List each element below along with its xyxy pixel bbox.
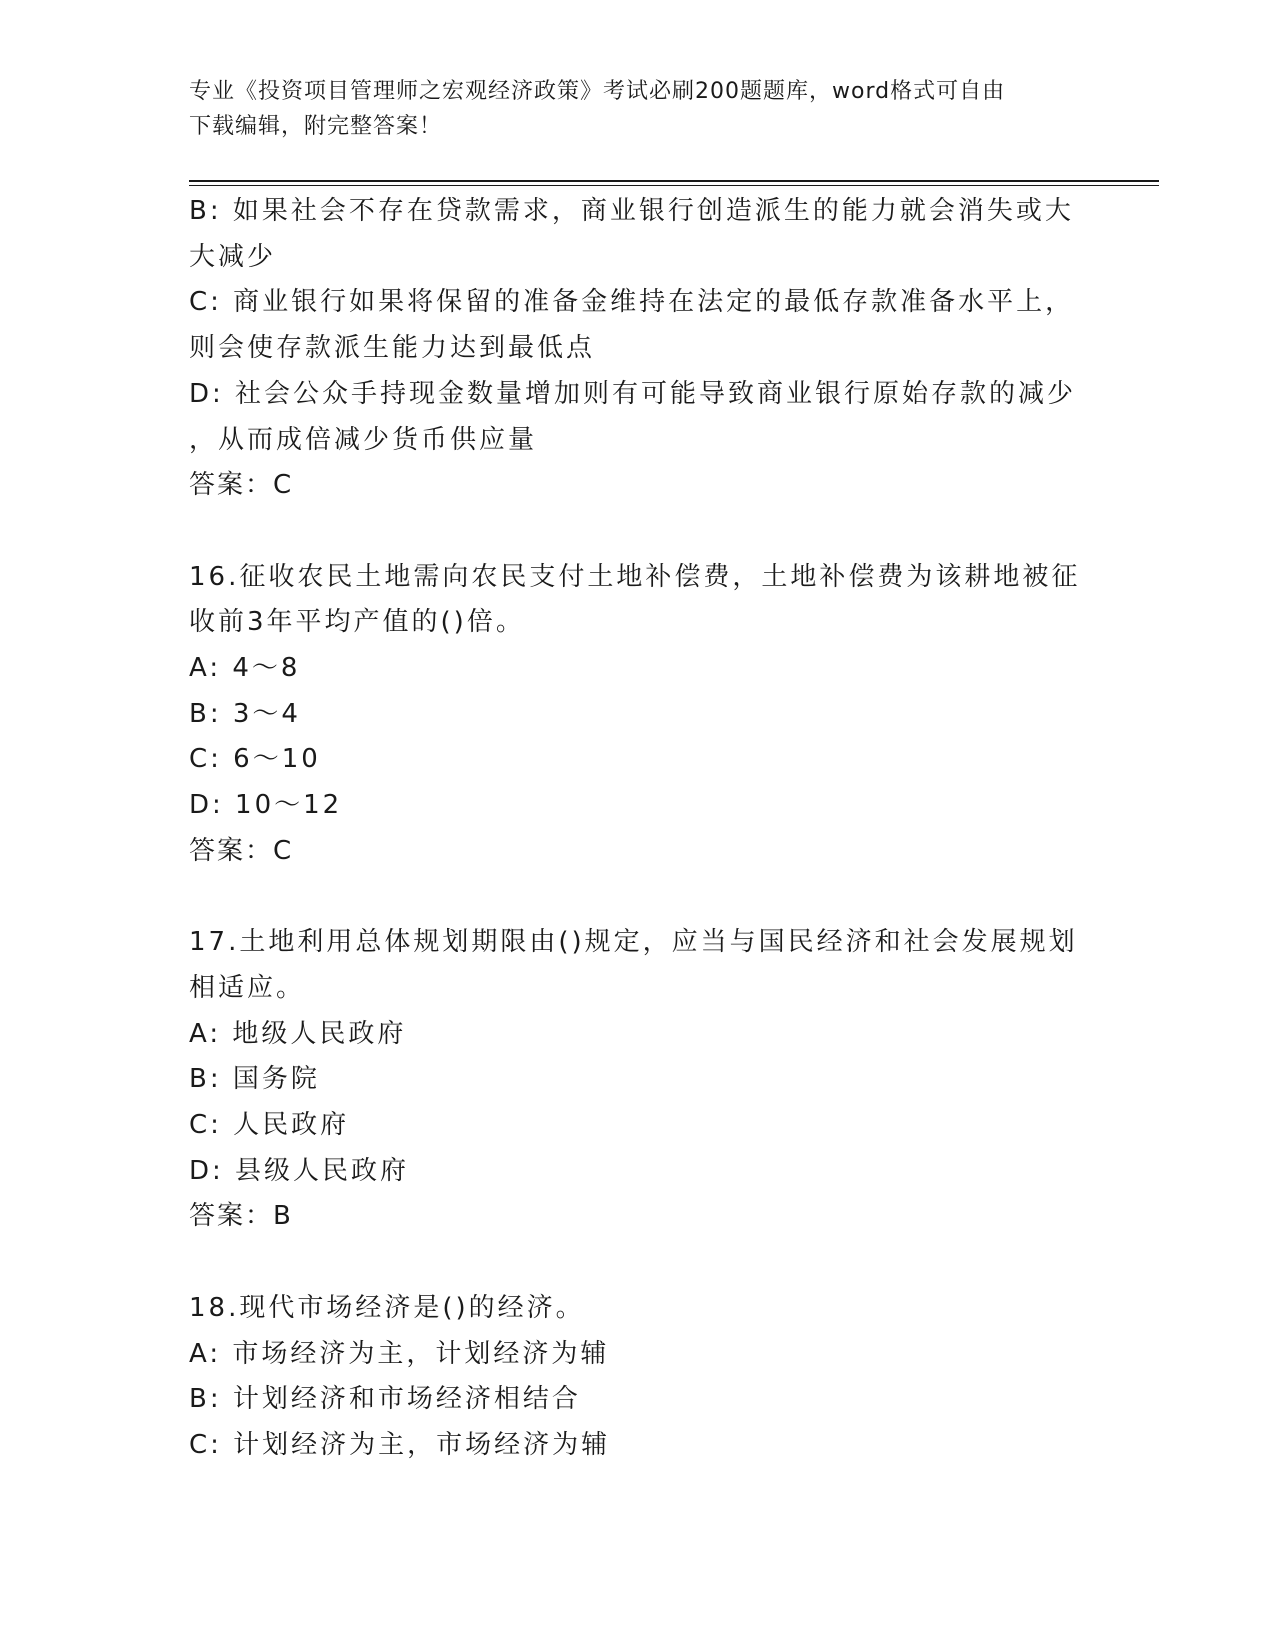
- option-c: C: 计划经济为主，市场经济为辅: [189, 1429, 611, 1460]
- spacer: [189, 875, 1089, 921]
- option-c-line-1: C: 商业银行如果将保留的准备金维持在法定的最低存款准备水平上，: [189, 287, 1075, 318]
- question-stem-line-2: 收前3年平均产值的()倍。: [189, 607, 525, 638]
- option-d-line-2: ，从而成倍减少货币供应量: [189, 424, 538, 455]
- option-a: A: 4～8: [189, 653, 301, 684]
- option-b: B: 计划经济和市场经济相结合: [189, 1384, 581, 1415]
- option-d: D: 10～12: [189, 790, 343, 821]
- option-b: B: 3～4: [189, 698, 301, 729]
- answer: 答案：C: [189, 470, 294, 501]
- spacer: [189, 1240, 1089, 1286]
- header-rule-thick: [189, 180, 1159, 182]
- option-b-line-2: 大减少: [189, 241, 277, 272]
- question-18: [189, 1286, 1089, 1469]
- document-header: [189, 74, 1089, 144]
- question-stem-line-1: 16.征收农民土地需向农民支付土地补偿费，土地补偿费为该耕地被征: [189, 561, 1081, 592]
- option-a: A: 地级人民政府: [189, 1018, 407, 1049]
- option-a: A: 市场经济为主，计划经济为辅: [189, 1338, 610, 1369]
- option-d-line-1: D: 社会公众手持现金数量增加则有可能导致商业银行原始存款的减少: [189, 378, 1077, 409]
- question-stem-line-1: 18.现代市场经济是()的经济。: [189, 1292, 585, 1323]
- spacer: [189, 509, 1089, 555]
- question-15-continued: [189, 189, 1089, 509]
- option-d: D: 县级人民政府: [189, 1155, 410, 1186]
- answer: 答案：B: [189, 1201, 293, 1232]
- header-line-1: 专业《投资项目管理师之宏观经济政策》考试必刷200题题库，word格式可自由: [189, 79, 1006, 104]
- question-stem-line-2: 相适应。: [189, 972, 306, 1003]
- question-stem-line-1: 17.土地利用总体规划期限由()规定，应当与国民经济和社会发展规划: [189, 927, 1078, 958]
- question-17: [189, 920, 1089, 1240]
- question-list: [189, 189, 1089, 1469]
- header-rule-thin: [189, 185, 1159, 186]
- option-c-line-2: 则会使存款派生能力达到最低点: [189, 333, 596, 364]
- option-b: B: 国务院: [189, 1064, 320, 1095]
- option-b-line-1: B: 如果社会不存在贷款需求，商业银行创造派生的能力就会消失或大: [189, 196, 1074, 226]
- option-c: C: 人民政府: [189, 1110, 350, 1141]
- question-16: [189, 555, 1089, 875]
- option-c: C: 6～10: [189, 744, 321, 775]
- answer: 答案：C: [189, 835, 294, 866]
- header-line-2: 下载编辑，附完整答案！: [189, 114, 443, 139]
